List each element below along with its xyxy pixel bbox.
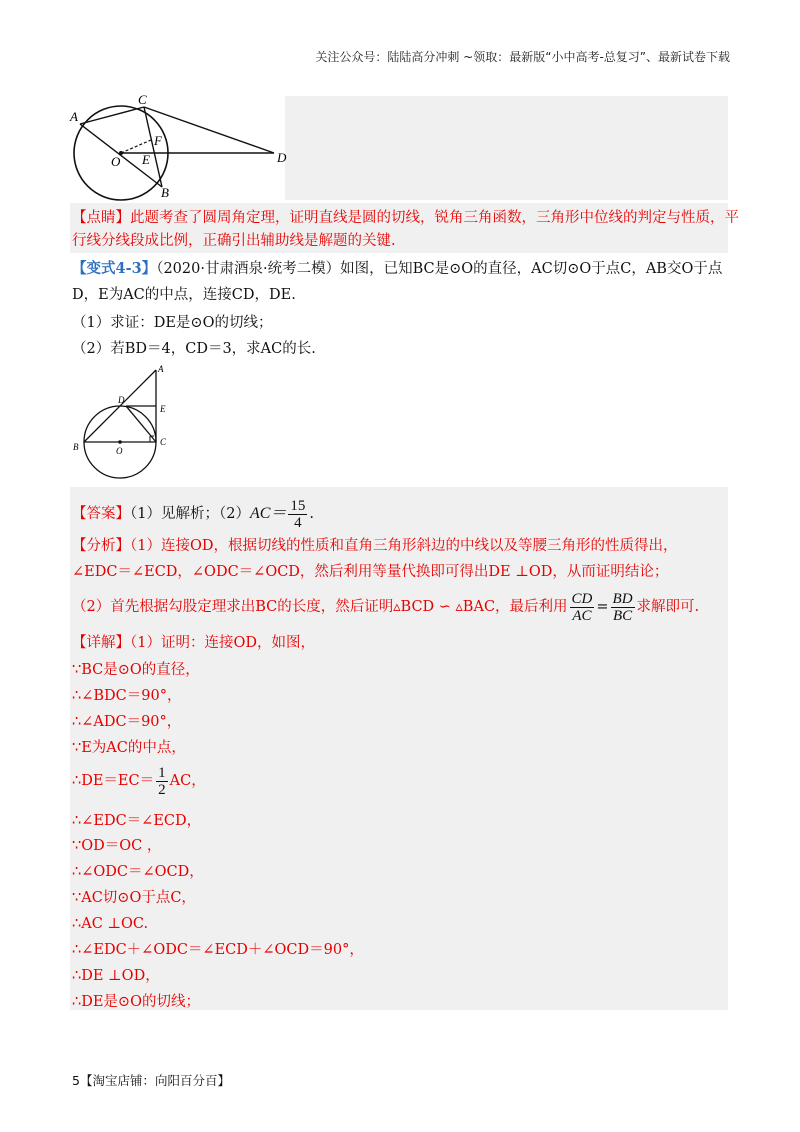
comment-tag: 【点睛】 <box>72 210 130 226</box>
fig2-label-d: D <box>118 395 125 405</box>
answer-fraction <box>288 498 307 531</box>
comment-line-2: 行线分线段成比例，正确引出辅助线是解题的关键. <box>72 233 396 249</box>
problem-question-1: （1）求证：DE是⊙O的切线； <box>72 315 273 331</box>
fig1-label-e: E <box>142 152 150 167</box>
fig1-label-b: B <box>161 185 169 200</box>
fig2-label-o: O <box>116 446 123 456</box>
answer-lhs: AC＝ <box>249 505 287 522</box>
fig1-label-a: A <box>70 109 78 124</box>
detail-line-12: ∴DE ⊥OD， <box>72 968 160 984</box>
detail-line-7: ∵OD＝OC ， <box>72 838 162 854</box>
fig1-label-o: O <box>111 154 121 169</box>
problem-text-1: （2020·甘肃酒泉·统考二模）如图，已知BC是⊙O的直径，AC切⊙O于点C，AB交O于点 <box>156 261 723 277</box>
comment-text-1: 此题考查了圆周角定理，证明直线是圆的切线，锐角三角函数，三角形中位线的判定与性质，平 <box>130 210 739 226</box>
answer-line <box>72 496 314 532</box>
frac2-numerator: BD <box>612 590 633 607</box>
analysis-text-3a: （2）首先根据勾股定理求出BC的长度，然后证明▵BCD ∽ ▵BAC，最后利用 <box>72 599 568 615</box>
figure1-diagram <box>66 90 291 202</box>
detail-numerator: 1 <box>158 764 166 781</box>
fig2-label-a: A <box>158 364 164 374</box>
problem-question-2: （2）若BD＝4，CD＝3，求AC的长. <box>72 341 316 357</box>
problem-line-2: D，E为AC的中点，连接CD，DE. <box>72 287 296 303</box>
detail-line-9: ∵AC切⊙O于点C， <box>72 890 196 906</box>
frac1-denominator: AC <box>572 607 592 624</box>
problem-line-1 <box>72 258 722 280</box>
detail-line-6: ∴∠EDC＝∠ECD， <box>72 813 202 829</box>
fig1-label-c: C <box>138 92 147 107</box>
analysis-equals: = <box>596 599 609 615</box>
answer-denominator: 4 <box>294 514 302 531</box>
answer-end: . <box>309 506 315 522</box>
analysis-tag: 【分析】 <box>72 538 130 554</box>
fig1-label-f: F <box>154 133 162 148</box>
detail-tag: 【详解】 <box>72 635 130 651</box>
detail-line-13: ∴DE是⊙O的切线； <box>72 994 200 1010</box>
answer-numerator: 15 <box>290 497 306 514</box>
detail-line-11: ∴∠EDC＋∠ODC＝∠ECD＋∠OCD＝90°， <box>72 942 364 958</box>
figure2-diagram <box>68 360 188 480</box>
frac2-denominator: BC <box>612 607 633 624</box>
detail-fraction <box>156 765 168 798</box>
answer-tag: 【答案】 <box>72 506 130 522</box>
analysis-text-3b: 求解即可. <box>636 599 700 615</box>
analysis-fraction-2 <box>611 591 635 624</box>
detail-line-2: ∴∠BDC＝90°， <box>72 688 182 704</box>
analysis-fraction-1 <box>570 591 595 624</box>
problem-tag: 【变式4-3】 <box>72 260 157 277</box>
analysis-text-1: （1）连接OD，根据切线的性质和直角三角形斜边的中线以及等腰三角形的性质得出， <box>130 538 678 554</box>
detail-line-3: ∴∠ADC＝90°， <box>72 714 182 730</box>
fig2-label-c: C <box>160 437 167 447</box>
detail-denominator: 2 <box>158 781 166 798</box>
detail-text-0: （1）证明：连接OD，如图， <box>130 635 315 651</box>
detail-line-10: ∴AC ⊥OC. <box>72 916 149 932</box>
page-header: 关注公众号：陆陆高分冲刺 ~领取：最新版“小中高考-总复习”、最新试卷下载 <box>315 50 730 64</box>
detail-line-5 <box>72 762 206 800</box>
fig2-label-b: B <box>73 442 79 452</box>
fig1-label-d: D <box>277 150 287 165</box>
answer-text: （1）见解析；（2） <box>130 506 250 522</box>
page-footer: 5【淘宝店铺：向阳百分百】 <box>72 1073 230 1088</box>
analysis-line-2: ∠EDC＝∠ECD，∠ODC＝∠OCD，然后利用等量代换即可得出DE ⊥OD，从而证明结论； <box>72 564 669 580</box>
detail-text-5b: AC， <box>169 773 206 789</box>
analysis-line-1 <box>72 535 678 557</box>
detail-line-4: ∵E为AC的中点， <box>72 740 186 756</box>
detail-line-0 <box>72 632 315 654</box>
fig2-label-e: E <box>160 404 166 414</box>
frac1-numerator: CD <box>571 590 593 607</box>
comment-line-1 <box>72 207 739 229</box>
detail-line-8: ∴∠ODC＝∠OCD， <box>72 864 204 880</box>
detail-text-5a: ∴DE＝EC＝ <box>72 773 155 789</box>
figure1-panel <box>285 96 728 200</box>
analysis-line-3 <box>72 588 699 626</box>
detail-line-1: ∵BC是⊙O的直径， <box>72 662 200 678</box>
